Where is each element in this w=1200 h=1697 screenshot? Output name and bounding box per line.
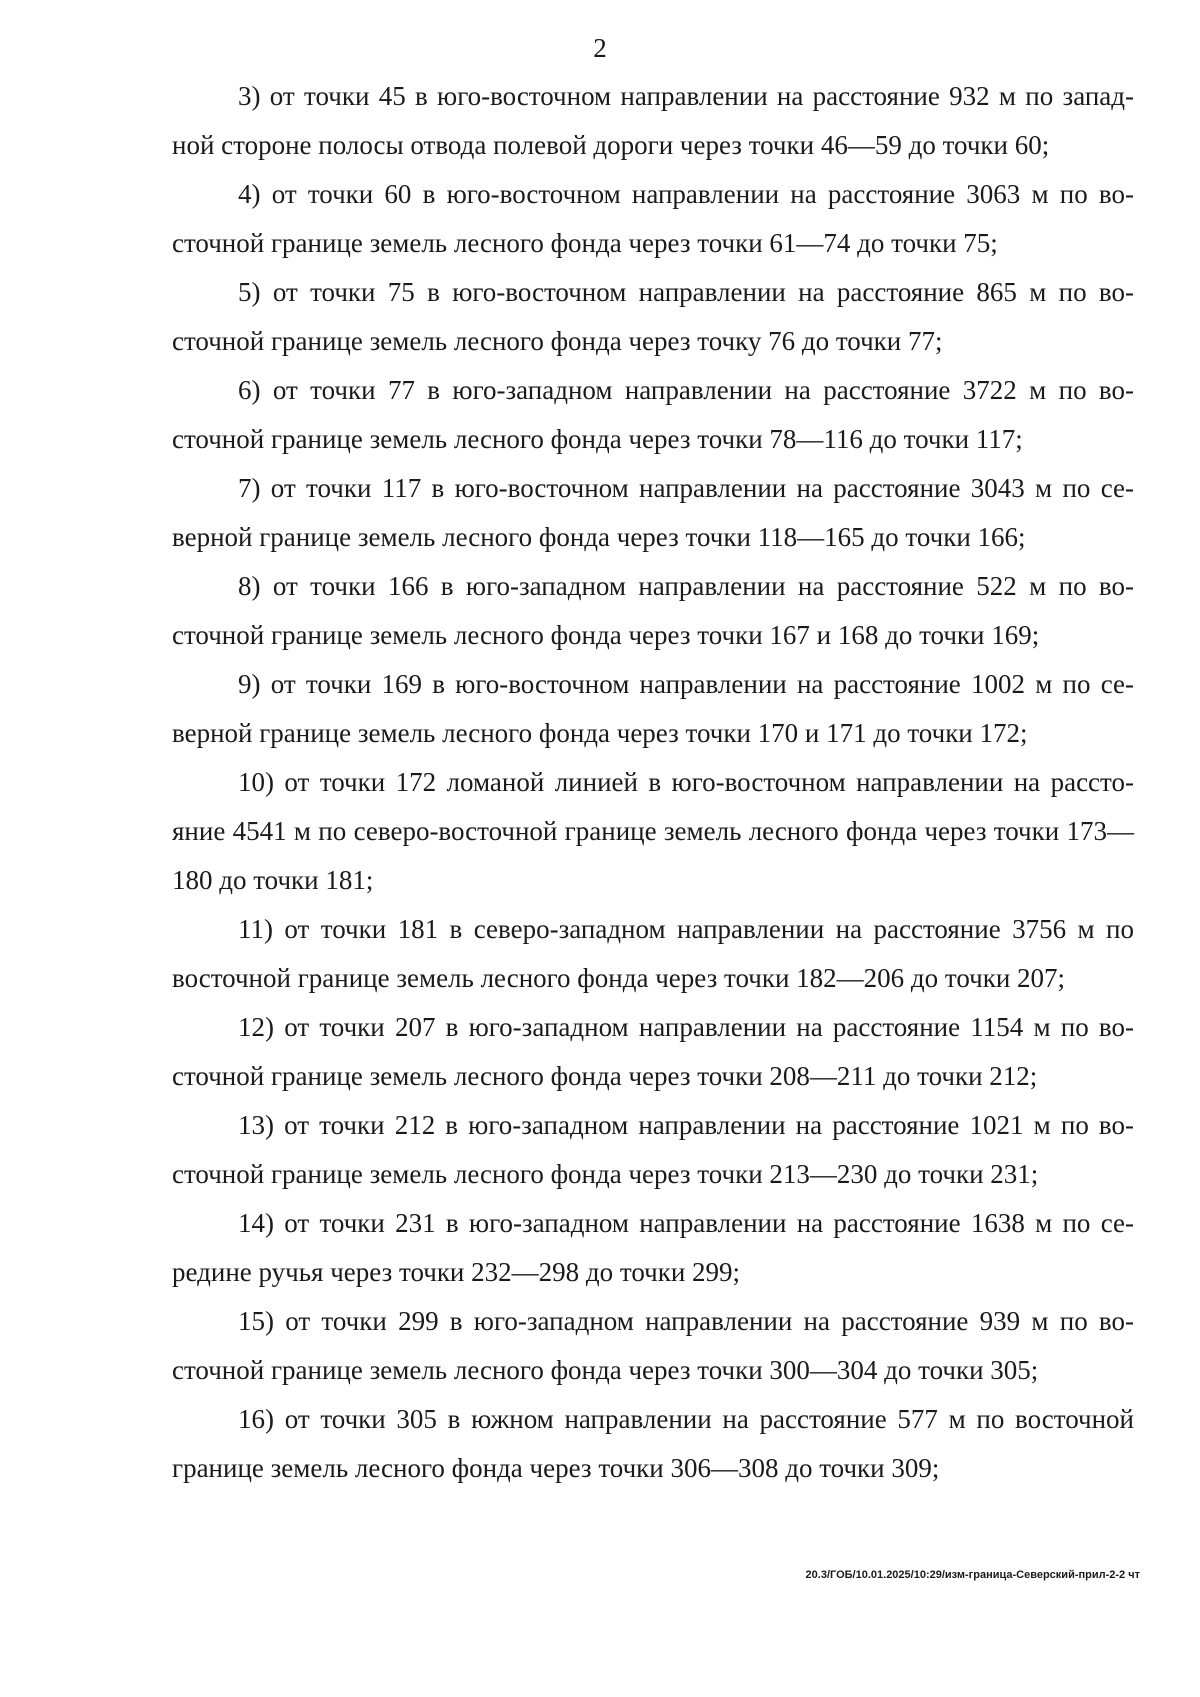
clause-9: 9) от точки 169 в юго-восточном направлении на расстояние 1002 м по северной границе земель лесного фонда через точки 170 и 171 до точки 172; bbox=[172, 669, 1134, 748]
clause-12: 12) от точки 207 в юго-западном направлении на расстояние 1154 м по восточной границе земель лесного фонда через точки 208—211 до точки 212; bbox=[172, 1012, 1134, 1091]
clause-4: 4) от точки 60 в юго-восточном направлении на расстояние 3063 м по восточной границе земель лесного фонда через точки 61—74 до точки 75; bbox=[172, 179, 1134, 258]
clause-14: 14) от точки 231 в юго-западном направлении на расстояние 1638 м по середине ручья через точки 232—298 до точки 299; bbox=[172, 1208, 1134, 1287]
clause-5: 5) от точки 75 в юго-восточном направлении на расстояние 865 м по восточной границе земель лесного фонда через точку 76 до точки 77; bbox=[172, 277, 1134, 356]
clause-11: 11) от точки 181 в северо-западном направлении на расстояние 3756 м по восточной границе земель лесного фонда через точки 182—206 до точки 207; bbox=[172, 914, 1134, 993]
clause-10: 10) от точки 172 ломаной линией в юго-восточном направлении на расстояние 4541 м по северо-восточной границе земель лесного фонда через точки 173—180 до точки 181; bbox=[172, 767, 1134, 895]
clause-7: 7) от точки 117 в юго-восточном направлении на расстояние 3043 м по северной границе земель лесного фонда через точки 118—165 до точки 166; bbox=[172, 473, 1134, 552]
document-body bbox=[172, 72, 1134, 1493]
document-footer-code: 20.3/ГОБ/10.01.2025/10:29/изм-граница-Северский-прил-2-2 чт bbox=[805, 1569, 1140, 1581]
clause-6: 6) от точки 77 в юго-западном направлении на расстояние 3722 м по восточной границе земель лесного фонда через точки 78—116 до точки 117; bbox=[172, 375, 1134, 454]
clause-13: 13) от точки 212 в юго-западном направлении на расстояние 1021 м по восточной границе земель лесного фонда через точки 213—230 до точки 231; bbox=[172, 1110, 1134, 1189]
clause-8: 8) от точки 166 в юго-западном направлении на расстояние 522 м по восточной границе земель лесного фонда через точки 167 и 168 до точки 169; bbox=[172, 571, 1134, 650]
clause-16: 16) от точки 305 в южном направлении на расстояние 577 м по восточной границе земель лесного фонда через точки 306—308 до точки 309; bbox=[172, 1404, 1134, 1483]
clause-3: 3) от точки 45 в юго-восточном направлении на расстояние 932 м по западной стороне полосы отвода полевой дороги через точки 46—59 до точки 60; bbox=[172, 81, 1134, 160]
clause-15: 15) от точки 299 в юго-западном направлении на расстояние 939 м по восточной границе земель лесного фонда через точки 300—304 до точки 305; bbox=[172, 1306, 1134, 1385]
page-number: 2 bbox=[593, 33, 607, 63]
